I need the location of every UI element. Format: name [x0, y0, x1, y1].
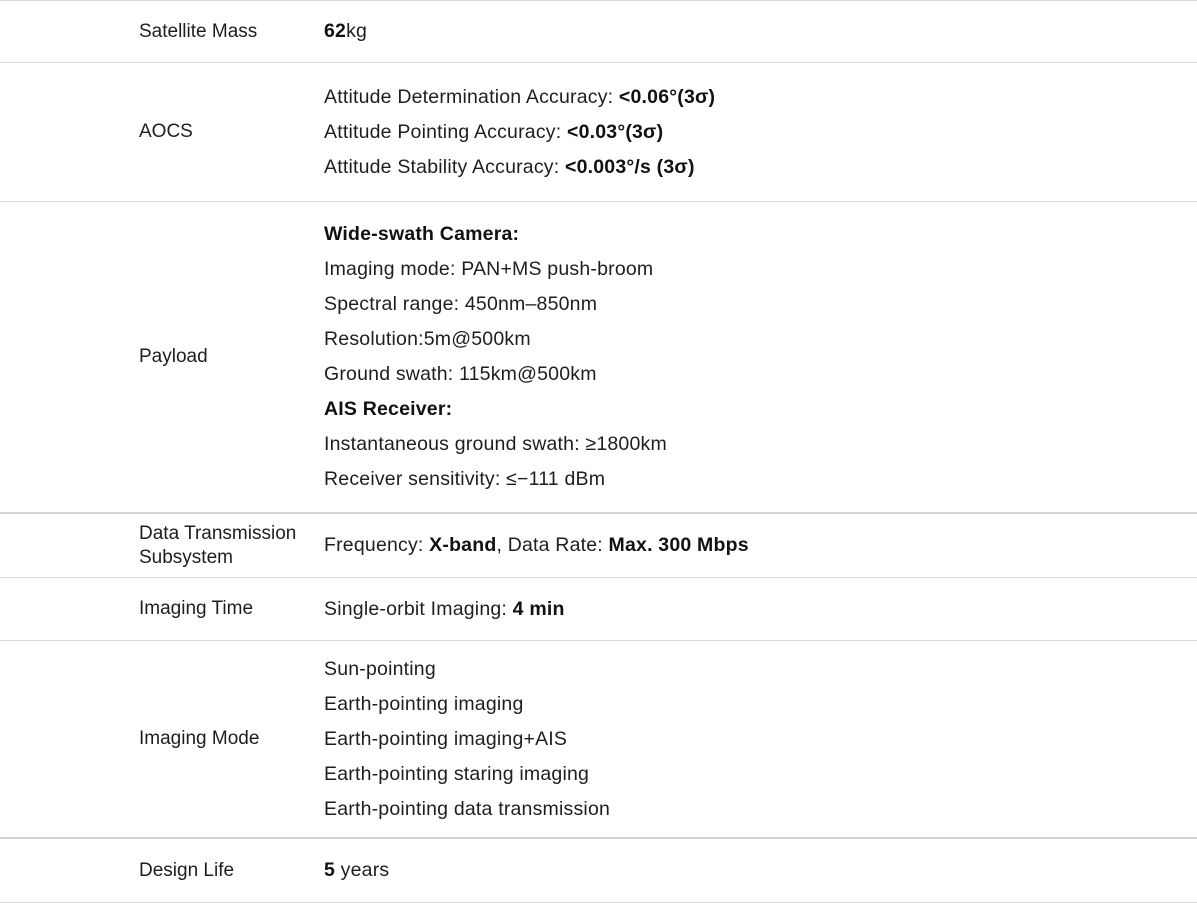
value-line — [324, 252, 1197, 287]
value-line — [324, 722, 1197, 757]
value-segment: , Data Rate: — [496, 534, 609, 556]
value-segment: 4 min — [512, 597, 565, 620]
value-line — [324, 217, 1197, 252]
value-segment: <0.03°(3σ) — [566, 120, 664, 143]
row-label: Imaging Mode — [139, 728, 260, 749]
value-line — [324, 427, 1197, 462]
value-line — [324, 687, 1197, 722]
row-label: Design Life — [139, 859, 235, 881]
row-value — [324, 80, 1197, 185]
value-segment: Wide-swath Camera: — [324, 223, 520, 245]
row-label: Payload — [139, 346, 208, 367]
value-segment: Earth-pointing data transmission — [324, 797, 611, 820]
value-segment: <0.003°/s (3σ) — [565, 155, 695, 178]
value-segment: X-band — [429, 534, 497, 556]
value-segment: Single-orbit Imaging: — [324, 597, 513, 620]
row-label: Data Transmission Subsystem — [139, 522, 297, 568]
value-line — [324, 592, 1197, 627]
value-segment: Ground swath: 115km@500km — [324, 363, 597, 385]
value-segment: Resolution:5m@500km — [324, 328, 531, 350]
value-line — [324, 757, 1197, 792]
row-label: AOCS — [139, 121, 193, 142]
table-row — [0, 578, 1197, 641]
table-row — [0, 63, 1197, 202]
row-value — [324, 14, 1197, 49]
value-segment: Attitude Pointing Accuracy: — [324, 120, 567, 143]
value-segment: kg — [346, 20, 368, 42]
value-line — [324, 392, 1197, 427]
value-segment: <0.06°(3σ) — [618, 85, 716, 108]
value-line — [324, 150, 1197, 185]
value-segment: Attitude Determination Accuracy: — [324, 85, 619, 108]
value-segment: Spectral range: 450nm–850nm — [324, 293, 598, 315]
value-line — [324, 115, 1197, 150]
row-value — [324, 853, 1197, 888]
value-segment: Receiver sensitivity: ≤−111 dBm — [324, 468, 606, 490]
value-line — [324, 322, 1197, 357]
value-line — [324, 14, 1197, 49]
value-segment: Max. 300 Mbps — [608, 534, 749, 556]
value-line — [324, 652, 1197, 687]
value-line — [324, 853, 1197, 888]
table-row — [0, 641, 1197, 839]
row-value — [324, 217, 1197, 497]
row-label: Imaging Time — [139, 598, 254, 619]
table-row — [0, 839, 1197, 903]
value-segment: Earth-pointing imaging+AIS — [324, 727, 568, 750]
value-segment: Earth-pointing imaging — [324, 692, 524, 715]
value-line — [324, 80, 1197, 115]
value-segment: Sun-pointing — [324, 657, 436, 680]
table-row — [0, 514, 1197, 578]
value-line — [324, 357, 1197, 392]
value-line — [324, 792, 1197, 827]
value-segment: Frequency: — [324, 534, 430, 556]
row-value — [324, 528, 1197, 563]
value-segment: AIS Receiver: — [324, 398, 453, 420]
value-segment: years — [335, 859, 390, 881]
value-segment: 62 — [324, 20, 347, 42]
row-value — [324, 652, 1197, 827]
row-value — [324, 592, 1197, 627]
value-segment: Instantaneous ground swath: ≥1800km — [324, 433, 667, 455]
table-row — [0, 1, 1197, 63]
value-segment: 5 — [324, 859, 336, 881]
table-row — [0, 202, 1197, 514]
value-line — [324, 528, 1197, 563]
value-segment: Attitude Stability Accuracy: — [324, 155, 565, 178]
value-segment: Earth-pointing staring imaging — [324, 762, 590, 785]
row-label: Satellite Mass — [139, 20, 258, 42]
value-segment: Imaging mode: PAN+MS push-broom — [324, 258, 654, 280]
value-line — [324, 462, 1197, 497]
value-line — [324, 287, 1197, 322]
